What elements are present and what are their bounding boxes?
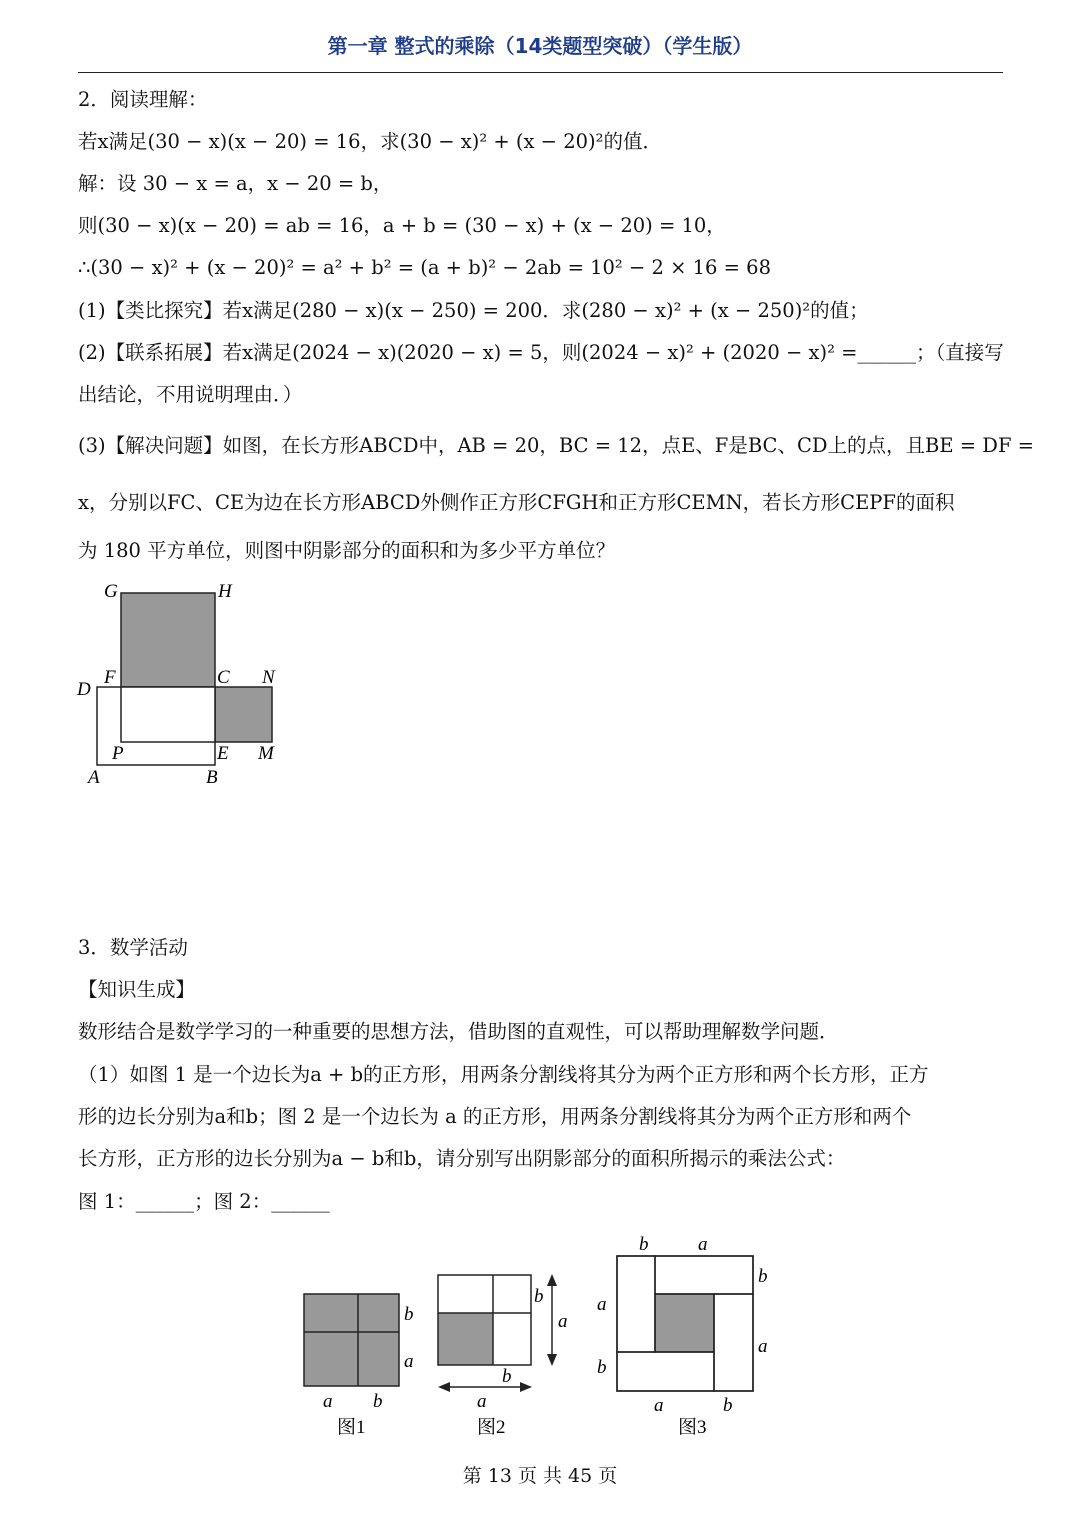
- label-m: M: [258, 743, 274, 764]
- square-cemn: [215, 687, 272, 742]
- header-rule: [78, 72, 1003, 73]
- fig1-label-bottom-right: b: [373, 1391, 383, 1412]
- q2-line3: 则(30 − x)(x − 20) = ab = 16，a + b = (30 − x) + (x − 20) = 10，: [78, 214, 726, 237]
- fig3-label-left-b: b: [597, 1357, 607, 1378]
- q2-geometry-figure: [70, 575, 310, 795]
- q2-part2-line2: 出结论，不用说明理由．）: [78, 383, 303, 406]
- fig3-shaded-square: [655, 1294, 714, 1352]
- q2-part3-line3: 为 180 平方单位，则图中阴影部分的面积和为多少平方单位？: [78, 539, 616, 562]
- fig1-caption: 图1: [337, 1417, 366, 1438]
- figure-1: [304, 1294, 414, 1438]
- fig3-label-right-b: b: [758, 1266, 768, 1287]
- square-cfgh: [121, 593, 215, 687]
- fig2-caption: 图2: [477, 1417, 506, 1438]
- q2-title: 2．阅读理解：: [78, 88, 208, 111]
- q3-part1-line3: 长方形，正方形的边长分别为a − b和b，请分别写出阴影部分的面积所揭示的乘法公式：: [78, 1147, 846, 1170]
- q3-blanks: 图 1：______；图 2：______: [78, 1190, 330, 1213]
- fig2-label-b-right: b: [534, 1286, 544, 1307]
- label-b: B: [206, 767, 218, 788]
- q3-part1-line1: （1）如图 1 是一个边长为a + b的正方形，用两条分割线将其分为两个正方形和两个长方形，正方: [78, 1063, 929, 1086]
- q3-subtitle: 【知识生成】: [78, 978, 196, 1001]
- page-footer: 第 13 页 共 45 页: [462, 1465, 618, 1487]
- fig3-caption: 图3: [678, 1417, 707, 1438]
- q2-part3-line2: x，分别以FC、CE为边在长方形ABCD外侧作正方形CFGH和正方形CEMN，若长方形CEPF的面积: [78, 491, 955, 514]
- q2-line4: ∴(30 − x)² + (x − 20)² = a² + b² = (a + b)² − 2ab = 10² − 2 × 16 = 68: [78, 256, 771, 279]
- label-p: P: [112, 743, 124, 764]
- fig2-label-a-bottom: a: [477, 1391, 487, 1412]
- fig3-label-left-a: a: [597, 1294, 607, 1315]
- fig3-label-top-a: a: [698, 1234, 708, 1255]
- q2-part2-line1: (2)【联系拓展】若x满足(2024 − x)(2020 − x) = 5，则(2024 − x)² + (2020 − x)² =______；（直接写: [78, 341, 1004, 364]
- q3-intro: 数形结合是数学学习的一种重要的思想方法，借助图的直观性，可以帮助理解数学问题．: [78, 1020, 839, 1043]
- label-d: D: [77, 679, 91, 700]
- fig1-label-right-bottom: a: [404, 1351, 414, 1372]
- fig1-outer-square: [304, 1294, 399, 1386]
- fig3-label-bottom-b: b: [723, 1395, 733, 1416]
- fig2-shaded-square: [438, 1313, 493, 1365]
- label-c: C: [217, 667, 230, 688]
- fig3-label-right-a: a: [758, 1336, 768, 1357]
- rectangle-cepf: [121, 687, 215, 742]
- label-n: N: [262, 667, 275, 688]
- q2-line2: 解：设 30 − x = a，x − 20 = b，: [78, 172, 393, 195]
- fig1-label-bottom-left: a: [323, 1391, 333, 1412]
- q2-line1: 若x满足(30 − x)(x − 20) = 16，求(30 − x)² + (x − 20)²的值．: [78, 130, 662, 153]
- fig2-label-b-bottom: b: [502, 1366, 512, 1387]
- fig3-label-bottom-a: a: [654, 1395, 664, 1416]
- label-g: G: [104, 581, 118, 602]
- q3-part1-line2: 形的边长分别为a和b；图 2 是一个边长为 a 的正方形，用两条分割线将其分为两个正方形和两个: [78, 1105, 912, 1128]
- q2-part3-line1: (3)【解决问题】如图，在长方形ABCD中，AB = 20，BC = 12，点E、F是BC、CD上的点，且BE = DF =: [78, 434, 1035, 457]
- fig3-label-top-b: b: [639, 1234, 649, 1255]
- page-header-title: 第一章 整式的乘除（14类题型突破）（学生版）: [327, 34, 753, 58]
- figure-3: [597, 1234, 768, 1438]
- fig2-label-a-right: a: [558, 1311, 568, 1332]
- figure-2: [438, 1274, 568, 1438]
- label-a: A: [88, 767, 100, 788]
- q3-figures: [290, 1230, 790, 1445]
- q3-title: 3．数学活动: [78, 936, 188, 959]
- label-e: E: [217, 743, 229, 764]
- q2-part1: (1)【类比探究】若x满足(280 − x)(x − 250) = 200．求(280 − x)² + (x − 250)²的值；: [78, 299, 869, 322]
- fig1-label-right-top: b: [404, 1304, 414, 1325]
- label-h: H: [218, 581, 232, 602]
- label-f: F: [104, 667, 116, 688]
